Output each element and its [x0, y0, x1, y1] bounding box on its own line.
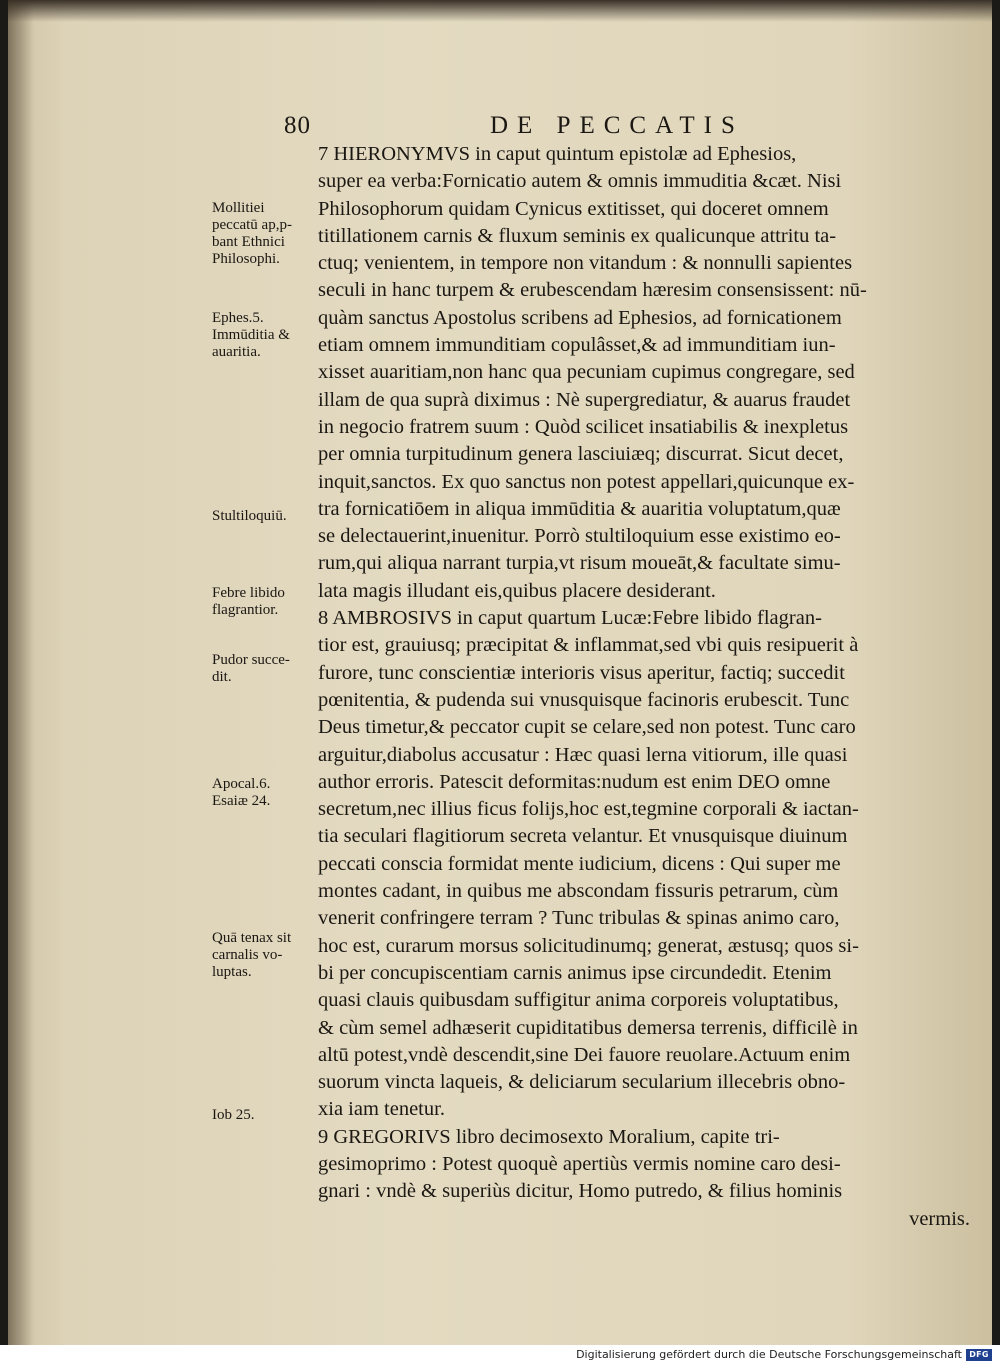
- text-line: gnari : vndè & superiùs dicitur, Homo putredo, & filius hominis: [318, 1180, 843, 1203]
- text-line: inquit,sanctos. Ex quo sanctus non potest appellari,quicunque ex-: [318, 470, 855, 493]
- text-line: in negocio fratrem suum : Quòd scilicet insatiabilis & inexpletus: [318, 415, 849, 438]
- text-line: Philosophorum quidam Cynicus extitisset, qui doceret omnem: [318, 197, 829, 220]
- text-line: se delectauerint,inuenitur. Porrò stultiloquium esse existimo eo-: [318, 525, 841, 548]
- margin-note-line: Stultiloquiū.: [212, 508, 287, 524]
- margin-note-line: Philosophi.: [212, 251, 280, 267]
- text-line: per omnia turpitudinum genera lasciuiæq; discurrat. Sicut decet,: [318, 443, 844, 466]
- text-line: tia seculari flagitiorum secreta velantur. Et vnusquisque diuinum: [318, 825, 848, 848]
- text-line: bi per concupiscentiam carnis animus ipse circundedit. Etenim: [318, 961, 832, 984]
- margin-note-line: Apocal.6.: [212, 776, 271, 792]
- margin-note-line: peccatū ap,p-: [212, 217, 292, 233]
- margin-note: [212, 585, 285, 619]
- text-line: & cùm semel adhæserit cupiditatibus demersa terrenis, difficilè in: [318, 1016, 858, 1039]
- margin-note-line: Mollitiei: [212, 200, 265, 216]
- margin-note-line: Pudor succe-: [212, 652, 290, 668]
- text-line: gesimoprimo : Potest quoquè apertiùs vermis nomine caro desi-: [318, 1152, 841, 1175]
- text-line: suorum vincta laqueis, & deliciarum secularium illecebris obno-: [318, 1071, 846, 1094]
- body-text: [318, 141, 970, 1233]
- text-line: peccati conscia formidat mente iudicium, dicens : Qui super me: [318, 852, 841, 875]
- page-number: 80: [284, 112, 311, 139]
- text-line: tior est, grauiusq; præcipitat & inflammat,sed vbi quis resipuerit à: [318, 634, 859, 657]
- text-line: altū potest,vndè descendit,sine Dei fauore reuolare.Actuum enim: [318, 1043, 851, 1066]
- margin-note-line: dit.: [212, 669, 232, 685]
- margin-note: [212, 652, 290, 686]
- text-line: venerit confringere terram ? Tunc tribulas & spinas animo caro,: [318, 907, 840, 930]
- margin-note-line: bant Ethnici: [212, 234, 285, 250]
- margin-note-line: luptas.: [212, 964, 252, 980]
- gutter-shadow: [8, 0, 34, 1345]
- text-line: quasi clauis quibusdam suffigitur anima corporeis voluptatibus,: [318, 989, 839, 1012]
- text-line: secretum,nec illius ficus folijs,hoc est,tegmine corporali & iactan-: [318, 798, 859, 821]
- margin-note-line: Quā tenax sit: [212, 930, 292, 946]
- text-line: montes cadant, in quibus me abscondam fissuris petrarum, cùm: [318, 880, 839, 903]
- margin-note: [212, 776, 270, 810]
- text-line: 8 AMBROSIVS in caput quartum Lucæ:Febre libido flagran-: [318, 607, 822, 630]
- text-line: seculi in hanc turpem & erubescendam hæresim consensissent: nū-: [318, 279, 867, 302]
- text-line: ctuq; venientem, in tempore non vitandum : & nonnulli sapientes: [318, 252, 853, 275]
- margin-note-line: carnalis vo-: [212, 947, 283, 963]
- text-line: hoc est, curarum morsus solicitudinumq; generat, æstusq; quos si-: [318, 934, 859, 957]
- page-top-shadow: [8, 0, 992, 22]
- text-line: 7 HIERONYMVS in caput quintum epistolæ ad Ephesios,: [318, 143, 797, 165]
- text-line: 9 GREGORIVS libro decimosexto Moralium, capite tri-: [318, 1125, 780, 1148]
- text-line: rum,qui aliqua narrant turpia,vt risum moueāt,& facultate simu-: [318, 552, 841, 575]
- margin-note-line: Esaiæ 24.: [212, 793, 271, 809]
- margin-note-line: flagrantior.: [212, 602, 279, 618]
- text-line: quàm sanctus Apostolus scribens ad Ephesios, ad fornicationem: [318, 306, 842, 329]
- text-line: etiam omnem immunditiam copulâsset,& ad immunditiam iun-: [318, 334, 836, 357]
- text-line: pœnitentia, & pudenda sui vnusquisque facinoris erubescit. Tunc: [318, 688, 850, 711]
- margin-note: [212, 508, 287, 525]
- margin-note: [212, 200, 292, 268]
- text-line: titillationem carnis & fluxum seminis ex qualicunque attritu ta-: [318, 224, 837, 247]
- catchword-line: vermis.: [909, 1207, 970, 1230]
- text-line: tra fornicatiōem in aliqua immūditia & auaritia voluptatum,quæ: [318, 497, 841, 520]
- margin-note-line: Febre libido: [212, 585, 285, 601]
- margin-note-line: Iob 25.: [212, 1107, 255, 1123]
- text-line: xisset auaritiam,non hanc qua pecuniam cupimus congregare, sed: [318, 361, 855, 384]
- text-line: lata magis illudant eis,quibus placere desiderant.: [318, 579, 716, 602]
- text-line: super ea verba:Fornicatio autem & omnis immuditia &cæt. Nisi: [318, 170, 842, 193]
- text-line: furore, tunc conscientiæ interioris visus aperitur, factiq; succedit: [318, 661, 845, 684]
- text-line: xia iam tenetur.: [318, 1098, 445, 1121]
- margin-note-line: Ephes.5.: [212, 310, 264, 326]
- text-line: illam de qua suprà diximus : Nè supergrediatur, & auarus fraudet: [318, 388, 851, 411]
- text-line: arguitur,diabolus accusatur : Hæc quasi lerna vitiorum, ille quasi: [318, 743, 848, 766]
- funding-credit: Digitalisierung gefördert durch die Deutsche Forschungsgemeinschaft: [576, 1348, 962, 1361]
- margin-note-line: Immūditia &: [212, 327, 290, 343]
- footer-bar: [0, 1345, 1000, 1365]
- margin-note: [212, 1107, 255, 1124]
- margin-note: [212, 310, 290, 361]
- dfg-logo-icon: DFG: [966, 1349, 992, 1361]
- margin-note: [212, 930, 291, 981]
- running-title: DE PECCATIS: [490, 112, 744, 139]
- margin-note-line: auaritia.: [212, 344, 261, 360]
- text-line: Deus timetur,& peccator cupit se celare,sed non potest. Tunc caro: [318, 716, 856, 739]
- text-line: author erroris. Patescit deformitas:nudum est enim DEO omne: [318, 770, 831, 793]
